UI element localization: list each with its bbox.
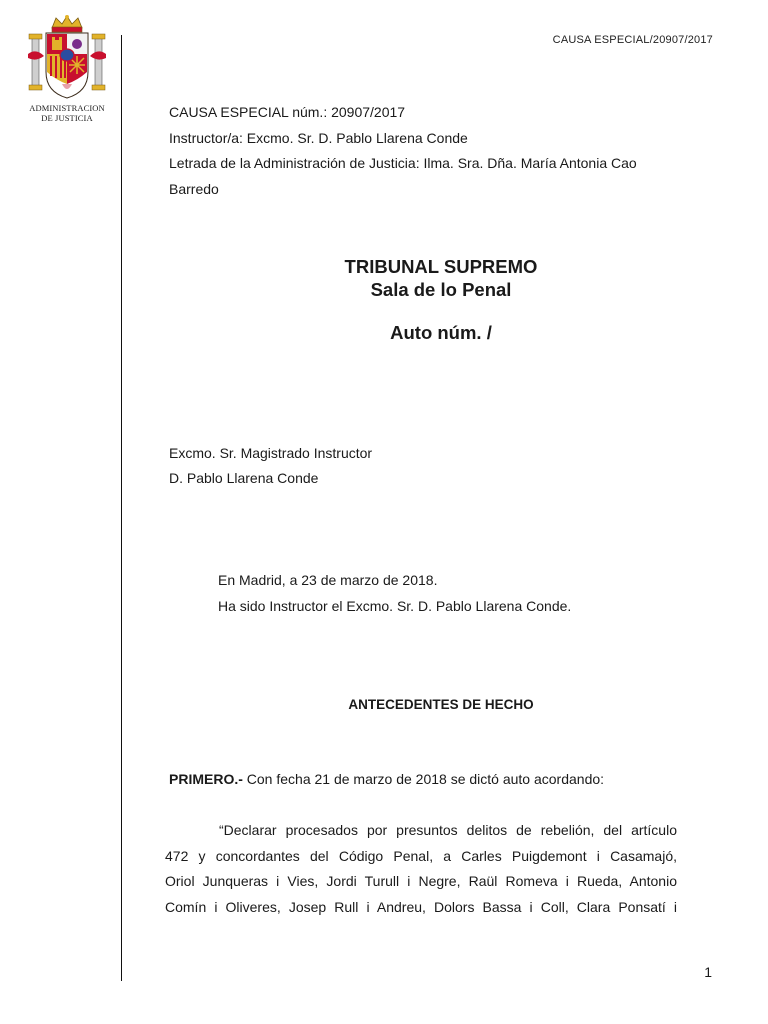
- case-number: CAUSA ESPECIAL núm.: 20907/2017: [169, 104, 406, 120]
- section-title: ANTECEDENTES DE HECHO: [348, 697, 534, 712]
- primero-text: Con fecha 21 de marzo de 2018 se dictó auto acordando:: [242, 771, 605, 787]
- margin-rule: [121, 35, 122, 981]
- quote-line: Comín i Oliveres, Josep Rull i Andreu, Dolors Bassa i Coll, Clara Ponsatí i: [165, 898, 677, 915]
- primero-label: PRIMERO.-: [169, 771, 243, 787]
- case-clerk-continued: Barredo: [169, 180, 219, 197]
- auto-number: Auto núm. /: [390, 322, 492, 343]
- coat-of-arms-icon: [22, 14, 112, 104]
- instructor-statement: Ha sido Instructor el Excmo. Sr. D. Pablo Llarena Conde.: [218, 598, 572, 614]
- case-reference-header: CAUSA ESPECIAL/20907/2017: [552, 34, 713, 46]
- page-number: 1: [704, 964, 712, 980]
- crest-caption-line2: DE JUSTICIA: [41, 113, 93, 123]
- case-details: [169, 100, 729, 202]
- primero-paragraph: [169, 771, 604, 787]
- quote-line: 472 y concordantes del Código Penal, a Carles Puigdemont i Casamajó,: [165, 847, 677, 864]
- place-and-date: En Madrid, a 23 de marzo de 2018.: [218, 572, 438, 588]
- judge-title: Excmo. Sr. Magistrado Instructor: [169, 445, 373, 461]
- court-chamber: Sala de lo Penal: [370, 279, 512, 300]
- quote-line: “Declarar procesados por presuntos delitos de rebelión, del artículo: [219, 822, 677, 838]
- judge-block: [169, 441, 372, 491]
- judge-name: D. Pablo Llarena Conde: [169, 470, 319, 486]
- case-instructor: Instructor/a: Excmo. Sr. D. Pablo Llarena Conde: [169, 129, 468, 146]
- court-name: TRIBUNAL SUPREMO: [344, 256, 538, 277]
- quoted-ruling: [165, 818, 677, 920]
- crest-caption: [14, 103, 120, 123]
- coat-of-arms-logo: [22, 14, 112, 104]
- case-clerk: Letrada de la Administración de Justicia: Ilma. Sra. Dña. María Antonia Cao: [169, 155, 637, 171]
- quote-line: Oriol Junqueras i Vies, Jordi Turull i Negre, Raül Romeva i Rueda, Antonio: [165, 873, 677, 889]
- date-block: [218, 567, 571, 619]
- crest-caption-line1: ADMINISTRACION: [29, 103, 105, 113]
